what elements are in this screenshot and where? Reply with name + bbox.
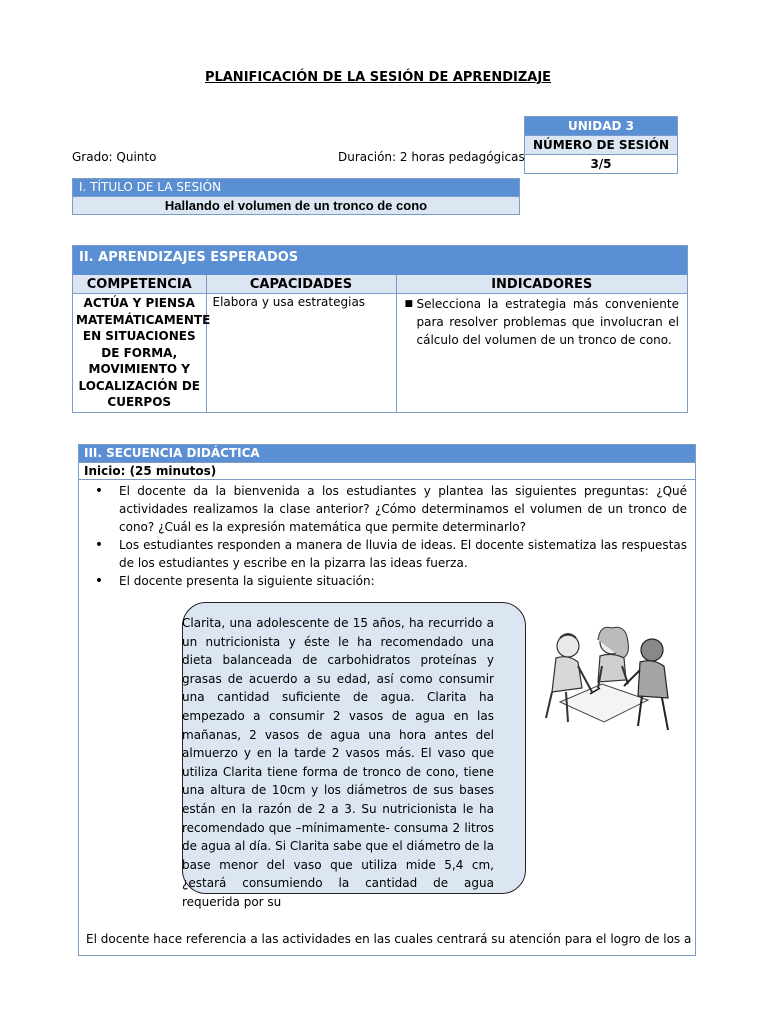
competencia-cell: ACTÚA Y PIENSA MATEMÁTICAMENTE EN SITUACIONES DE FORMA, MOVIMIENTO Y LOCALIZACIÓN DE CUERPOS bbox=[73, 294, 206, 412]
session-number-value: 3/5 bbox=[525, 154, 677, 173]
indicador-cell bbox=[396, 294, 687, 412]
grade-text: Grado: Quinto bbox=[72, 150, 157, 164]
didactic-sequence-header: III. SECUENCIA DIDÁCTICA bbox=[79, 445, 695, 462]
expected-learning-section bbox=[72, 245, 688, 413]
closing-text: El docente hace referencia a las actividades en las cuales centrará su atención para el logro de los a bbox=[86, 932, 692, 946]
session-number-label: NÚMERO DE SESIÓN bbox=[525, 135, 677, 154]
capacidad-cell: Elabora y usa estrategias bbox=[206, 294, 396, 412]
page-title: PLANIFICACIÓN DE LA SESIÓN DE APRENDIZAJE bbox=[204, 70, 552, 85]
bullet-icon: • bbox=[94, 573, 104, 589]
inicio-label: Inicio: (25 minutos) bbox=[79, 462, 695, 480]
situation-text: Clarita, una adolescente de 15 años, ha recurrido a un nutricionista y éste le ha recomendado una dieta balanceada de carbohidratos proteínas y grasas de acuerdo a su edad, así como consumir una cantidad suficiente de agua. Clarita ha empezado a consumir 2 vasos de agua en las mañanas, 2 vasos de agua una hora antes del almuerzo y en la tarde 2 vasos más. El vaso que utiliza Clarita tiene forma de tronco de cono, tiene una altura de 10cm y los diámetros de sus bases están en la razón de 2 a 3. Su nutricionista le ha recomendado que –mínimamente- consuma 2 litros de agua al día. Si Clarita sabe que el diámetro de la base menor del vaso que utiliza mide 5,4 cm, ¿estará consumiendo la cantidad de agua requerida por su bbox=[182, 616, 494, 909]
expected-learning-header: II. APRENDIZAJES ESPERADOS bbox=[73, 246, 687, 275]
bullet-icon: • bbox=[94, 483, 104, 499]
session-title-value: Hallando el volumen de un tronco de cono bbox=[73, 196, 519, 214]
column-header-competencia: COMPETENCIA bbox=[73, 275, 206, 294]
indicador-text: Selecciona la estrategia más conveniente para resolver problemas que involucran el cálculo del volumen de un tronco de cono. bbox=[416, 297, 679, 347]
unit-label: UNIDAD 3 bbox=[525, 117, 677, 135]
column-header-indicadores: INDICADORES bbox=[396, 275, 687, 294]
children-drawing-illustration-icon bbox=[538, 622, 678, 740]
list-item: • Los estudiantes responden a manera de lluvia de ideas. El docente sistematiza las respuestas de los estudiantes y escribe en la pizarra las ideas fuerza. bbox=[79, 536, 687, 572]
session-title-header: I. TÍTULO DE LA SESIÓN bbox=[73, 179, 519, 196]
expected-learning-table bbox=[73, 275, 687, 412]
inicio-bullet-list bbox=[79, 482, 695, 590]
unit-box bbox=[524, 116, 678, 174]
list-item: • El docente da la bienvenida a los estudiantes y plantea las siguientes preguntas: ¿Qué actividades realizamos la clase anterior? ¿Cómo determinamos el volumen de un tronco de cono? ¿Cuál es la expresión matemática que permite determinarlo? bbox=[79, 482, 687, 536]
bullet-icon: • bbox=[94, 537, 104, 553]
square-bullet-icon: ■ bbox=[404, 299, 414, 309]
column-header-capacidades: CAPACIDADES bbox=[206, 275, 396, 294]
list-item: • El docente presenta la siguiente situación: bbox=[79, 572, 687, 590]
duration-text: Duración: 2 horas pedagógicas bbox=[338, 150, 525, 164]
session-title-section bbox=[72, 178, 520, 215]
